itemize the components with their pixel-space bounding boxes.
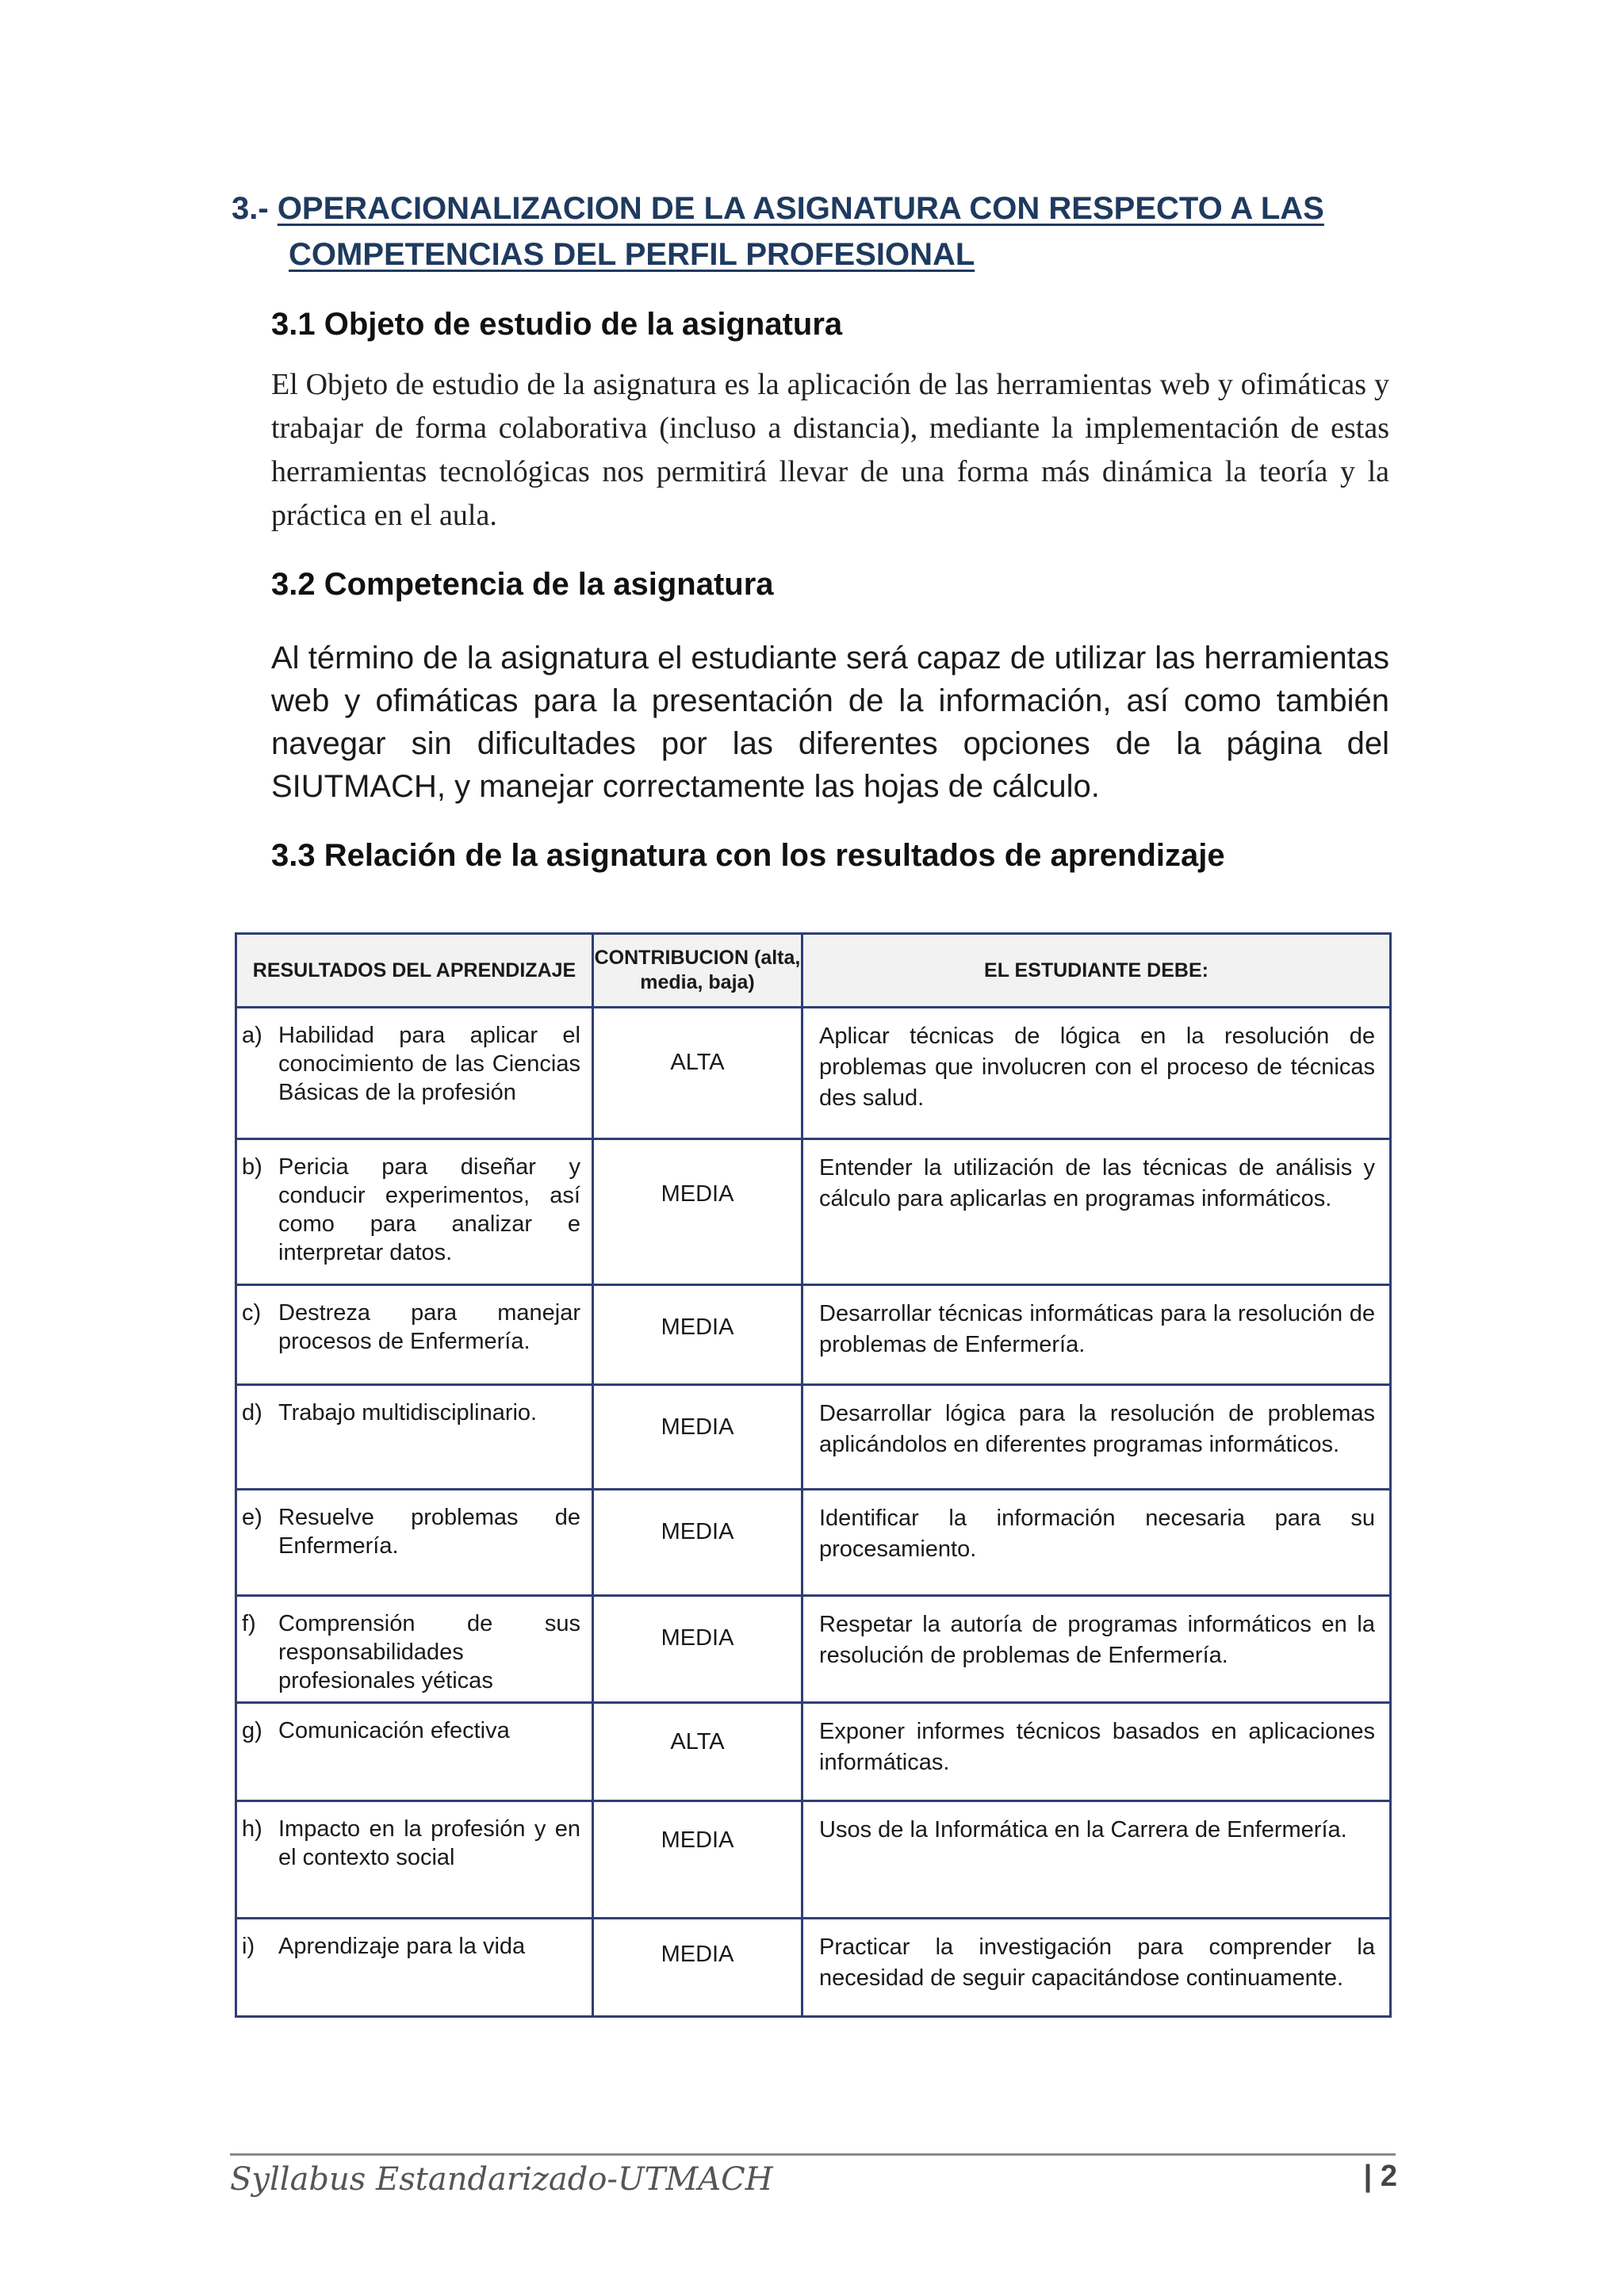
result-text: Aprendizaje para la vida xyxy=(278,1934,526,1959)
student-task-text: Respetar la autoría de programas informáticos en la resolución de problemas de Enfermería. xyxy=(819,1612,1375,1668)
subsection-title-3-2: 3.2 Competencia de la asignatura xyxy=(271,567,774,602)
student-task-cell xyxy=(802,1008,1391,1139)
result-cell xyxy=(236,1139,593,1285)
subsection-body-3-1: El Objeto de estudio de la asignatura es la aplicación de las herramientas web y ofimáticas y trabajar de forma colaborativa (incluso a distancia), mediante la implementación de estas herramientas tecnológicas nos permitirá llevar de una forma más dinámica la teoría y la práctica en el aula. xyxy=(271,368,1389,532)
result-cell xyxy=(236,1385,593,1490)
result-text: Comunicación efectiva xyxy=(278,1718,510,1743)
learning-outcomes-table xyxy=(235,932,1392,2018)
subsection-body-3-2: Al término de la asignatura el estudiante será capaz de utilizar las herramientas web y ofimáticas para la presentación de la información, así como también navegar sin dificultades por las diferentes opciones de la página del SIUTMACH, y manejar correctamente las hojas de cálculo. xyxy=(271,641,1389,804)
result-letter: a) xyxy=(242,1023,262,1048)
result-cell xyxy=(236,1285,593,1385)
table-row xyxy=(236,1385,1391,1490)
result-letter: b) xyxy=(242,1154,262,1180)
contribution-cell xyxy=(593,1490,802,1596)
table-row xyxy=(236,1703,1391,1801)
table-header-row xyxy=(236,934,1391,1008)
result-letter: h) xyxy=(242,1816,262,1842)
student-task-text: Desarrollar técnicas informáticas para la resolución de problemas de Enfermería. xyxy=(819,1301,1375,1357)
student-task-cell xyxy=(802,1285,1391,1385)
result-cell xyxy=(236,1008,593,1139)
contribution-level: MEDIA xyxy=(661,1519,734,1544)
section-number: 3.- xyxy=(232,191,269,226)
header-student-must: EL ESTUDIANTE DEBE: xyxy=(802,934,1391,1008)
result-text: Destreza para manejar procesos de Enfermería. xyxy=(278,1300,580,1354)
page-number: | 2 xyxy=(1363,2160,1397,2193)
result-letter: f) xyxy=(242,1611,256,1636)
footer-rule xyxy=(230,2153,1396,2156)
section-title-line2: COMPETENCIAS DEL PERFIL PROFESIONAL xyxy=(289,237,975,272)
contribution-cell xyxy=(593,1008,802,1139)
contribution-cell xyxy=(593,1919,802,2017)
student-task-text: Usos de la Informática en la Carrera de Enfermería. xyxy=(819,1817,1347,1843)
contribution-level: MEDIA xyxy=(661,1181,734,1207)
contribution-cell xyxy=(593,1703,802,1801)
contribution-level: MEDIA xyxy=(661,1414,734,1440)
student-task-text: Practicar la investigación para comprender la necesidad de seguir capacitándose continuamente. xyxy=(819,1934,1375,1991)
contribution-cell xyxy=(593,1285,802,1385)
result-text: Comprensión de sus responsabilidades profesionales yéticas xyxy=(278,1611,580,1693)
contribution-level: MEDIA xyxy=(661,1314,734,1340)
contribution-level: MEDIA xyxy=(661,1942,734,1967)
result-cell xyxy=(236,1801,593,1919)
table-row xyxy=(236,1596,1391,1703)
student-task-cell xyxy=(802,1385,1391,1490)
contribution-level: MEDIA xyxy=(661,1625,734,1651)
student-task-text: Exponer informes técnicos basados en aplicaciones informáticas. xyxy=(819,1719,1375,1775)
contribution-cell xyxy=(593,1385,802,1490)
header-results: RESULTADOS DEL APRENDIZAJE xyxy=(236,934,593,1008)
student-task-text: Desarrollar lógica para la resolución de problemas aplicándolos en diferentes programas informáticos. xyxy=(819,1401,1375,1457)
contribution-cell xyxy=(593,1139,802,1285)
result-text: Trabajo multidisciplinario. xyxy=(278,1400,538,1425)
result-text: Habilidad para aplicar el conocimiento de las Ciencias Básicas de la profesión xyxy=(278,1023,580,1105)
student-task-cell xyxy=(802,1596,1391,1703)
contribution-cell xyxy=(593,1801,802,1919)
table-row xyxy=(236,1490,1391,1596)
result-letter: i) xyxy=(242,1934,255,1959)
table-row xyxy=(236,1139,1391,1285)
student-task-text: Identificar la información necesaria para su procesamiento. xyxy=(819,1506,1375,1562)
student-task-text: Entender la utilización de las técnicas de análisis y cálculo para aplicarlas en programas informáticos. xyxy=(819,1155,1375,1211)
table-row xyxy=(236,1801,1391,1919)
student-task-cell xyxy=(802,1139,1391,1285)
result-letter: c) xyxy=(242,1300,262,1326)
result-text: Resuelve problemas de Enfermería. xyxy=(278,1505,580,1559)
table-row xyxy=(236,1285,1391,1385)
student-task-cell xyxy=(802,1919,1391,2017)
subsection-title-3-3: 3.3 Relación de la asignatura con los resultados de aprendizaje xyxy=(271,838,1225,873)
student-task-cell xyxy=(802,1801,1391,1919)
student-task-cell xyxy=(802,1490,1391,1596)
footer-title: Syllabus Estandarizado-UTMACH xyxy=(230,2161,773,2198)
student-task-cell xyxy=(802,1703,1391,1801)
header-contribution: CONTRIBUCION (alta, media, baja) xyxy=(593,934,802,1008)
section-heading xyxy=(232,186,1405,277)
result-cell xyxy=(236,1490,593,1596)
subsection-title-3-1: 3.1 Objeto de estudio de la asignatura xyxy=(271,307,843,342)
result-letter: e) xyxy=(242,1505,262,1530)
result-text: Impacto en la profesión y en el contexto social xyxy=(278,1816,580,1870)
contribution-level: MEDIA xyxy=(661,1827,734,1853)
result-letter: g) xyxy=(242,1718,262,1743)
result-cell xyxy=(236,1596,593,1703)
result-text: Pericia para diseñar y conducir experimentos, así como para analizar e interpretar datos. xyxy=(278,1154,580,1265)
result-letter: d) xyxy=(242,1400,262,1425)
table-row xyxy=(236,1008,1391,1139)
contribution-cell xyxy=(593,1596,802,1703)
contribution-level: ALTA xyxy=(670,1050,725,1075)
table-row xyxy=(236,1919,1391,2017)
student-task-text: Aplicar técnicas de lógica en la resolución de problemas que involucren con el proceso de técnicas des salud. xyxy=(819,1024,1375,1111)
result-cell xyxy=(236,1703,593,1801)
contribution-level: ALTA xyxy=(670,1729,725,1755)
result-cell xyxy=(236,1919,593,2017)
section-title-line1: OPERACIONALIZACION DE LA ASIGNATURA CON RESPECTO A LAS xyxy=(277,191,1324,226)
